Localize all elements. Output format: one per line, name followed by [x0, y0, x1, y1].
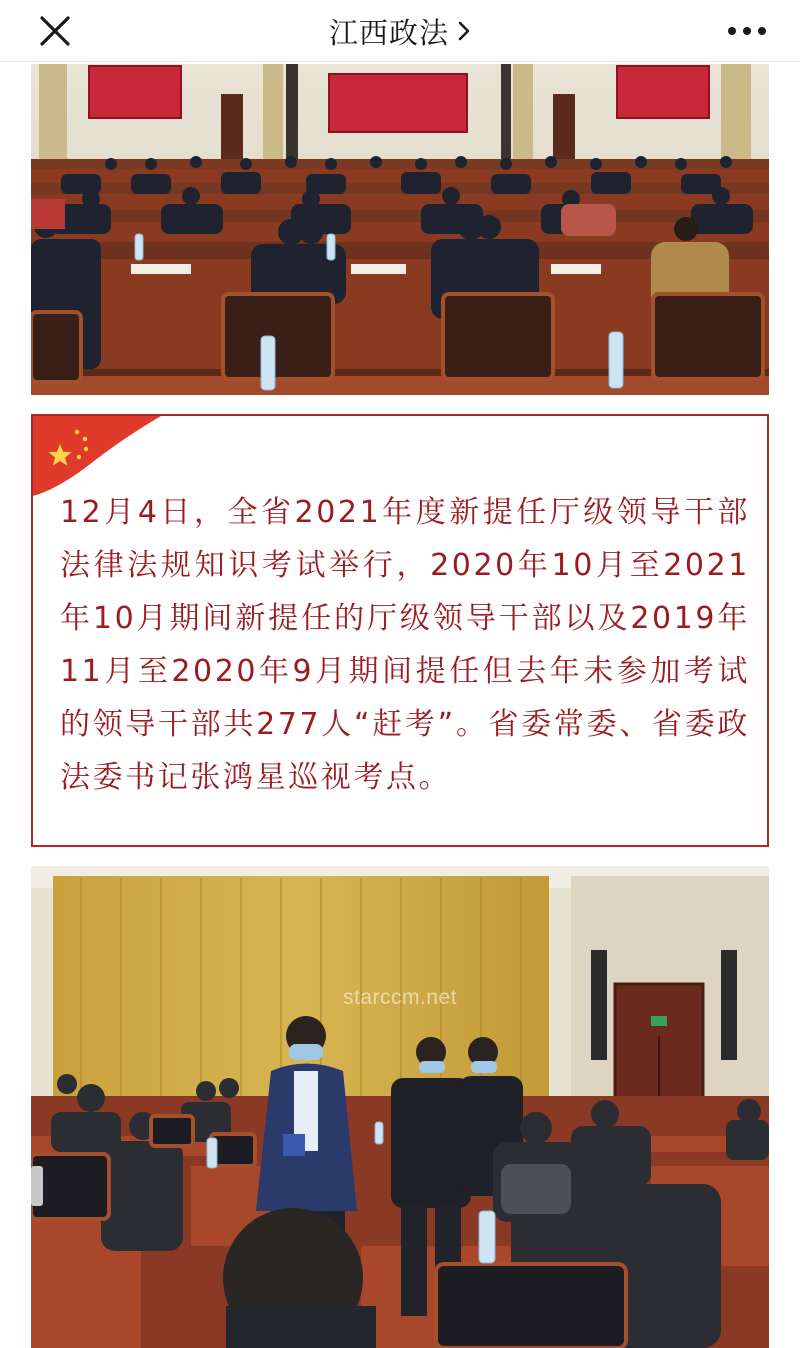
- page-title: 江西政法: [328, 15, 449, 50]
- more-button[interactable]: [724, 12, 770, 50]
- exam-hall-photo[interactable]: [31, 64, 769, 395]
- top-navigation-bar: [0, 0, 800, 62]
- chevron-right-icon: [457, 20, 471, 42]
- watermark-text: starccm.net: [343, 986, 458, 1009]
- account-title: [0, 0, 800, 62]
- article-paragraph: 12月4日，全省2021年度新提任厅级领导干部法律法规知识考试举行，2020年10月至2021年10月期间新提任的厅级领导干部以及2019年11月至2020年9月期间提任但去年未参加考试的领导干部共277人“赶考”。省委常委、省委政法委书记张鸿星巡视考点。: [60, 495, 750, 795]
- article-text-card: [31, 414, 769, 847]
- close-icon: [34, 10, 76, 52]
- inspection-photo[interactable]: [31, 866, 769, 1348]
- close-button[interactable]: [34, 10, 76, 52]
- account-title-button[interactable]: [329, 11, 471, 52]
- more-dots-icon: [727, 26, 767, 36]
